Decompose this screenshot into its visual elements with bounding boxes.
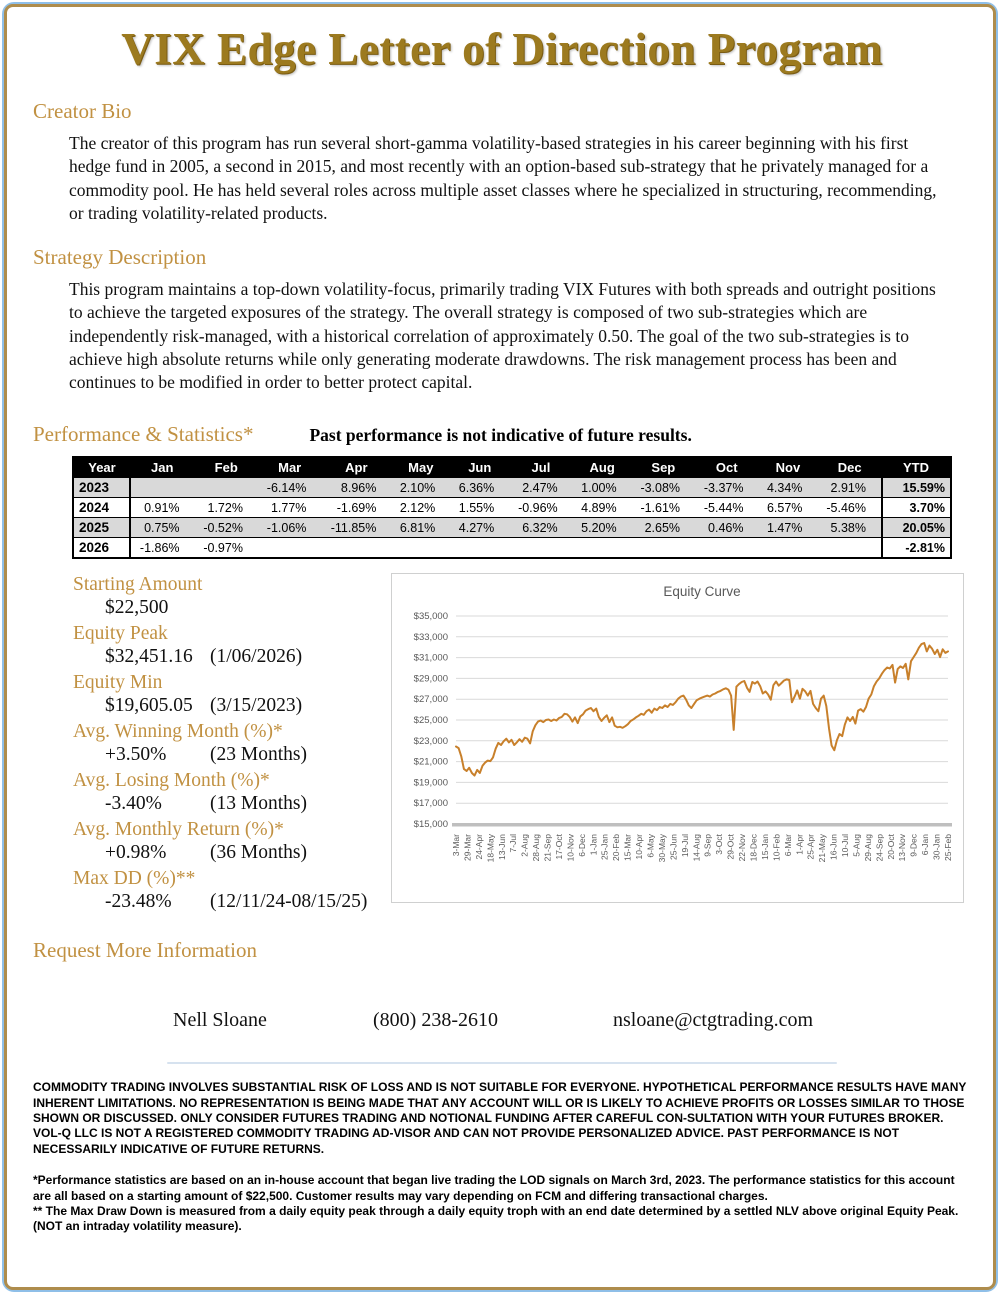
- month-cell: 4.34%: [758, 478, 817, 498]
- stat-value-number: -3.40%: [105, 793, 162, 815]
- month-cell: 2.47%: [509, 478, 572, 498]
- month-cell: 8.96%: [321, 478, 391, 498]
- svg-text:3-Mar: 3-Mar: [451, 834, 461, 857]
- page-content: [7, 7, 993, 1235]
- month-cell: -1.86%: [130, 538, 195, 559]
- svg-text:1-Jan: 1-Jan: [588, 834, 599, 856]
- svg-text:17-Oct: 17-Oct: [553, 834, 564, 860]
- stat-value-detail: (13 Months): [210, 793, 307, 815]
- contact-phone: (800) 238-2610: [373, 1009, 498, 1032]
- table-row: [73, 538, 951, 559]
- svg-text:28-Aug: 28-Aug: [531, 834, 542, 862]
- table-header-cell: YTD: [882, 457, 951, 478]
- month-cell: 6.81%: [391, 518, 450, 538]
- svg-text:25-Jan: 25-Jan: [599, 834, 610, 861]
- svg-text:13-Jun: 13-Jun: [496, 834, 507, 861]
- stat-item: [33, 622, 391, 668]
- stat-label: Starting Amount: [73, 574, 203, 596]
- svg-text:18-May: 18-May: [485, 834, 496, 863]
- svg-text:21-May: 21-May: [817, 834, 828, 863]
- month-cell: [391, 538, 450, 559]
- stat-label: Avg. Monthly Return (%)*: [73, 819, 284, 841]
- ytd-cell: -2.81%: [882, 538, 951, 559]
- svg-text:24-Apr: 24-Apr: [473, 834, 484, 860]
- stats-column: [33, 573, 391, 916]
- request-info-heading: Request More Information: [33, 938, 257, 963]
- inner-gold-border: [4, 4, 996, 1290]
- table-header-cell: Aug: [573, 457, 632, 478]
- month-cell: -1.06%: [258, 518, 321, 538]
- month-cell: 2.65%: [632, 518, 695, 538]
- section-divider: [167, 1062, 837, 1064]
- month-cell: 0.91%: [130, 498, 195, 518]
- svg-text:10-Jul: 10-Jul: [840, 834, 851, 858]
- month-cell: 2.91%: [817, 478, 882, 498]
- month-cell: 4.27%: [450, 518, 509, 538]
- svg-text:25-Feb: 25-Feb: [943, 834, 953, 862]
- legal-disclaimer: COMMODITY TRADING INVOLVES SUBSTANTIAL RISK OF LOSS AND IS NOT SUITABLE FOR EVERYONE. HYPOTHETICAL PERFORMANCE RESULTS HAVE MANY INHERENT LIMITATIONS. NO REPRESENTATION IS BEING MADE THAT ANY ACCOUNT WILL OR IS LIKELY TO ACHIEVE PROFITS OR LOSSES SIMILAR TO THOSE SHOWN OR DISCUSSED. ONLY CONSIDER FUTURES TRADING AND NOTIONAL FUNDING AFTER CAREFUL CON-SULTATION WITH YOUR FUTURES BROKER. VOL-Q LLC IS NOT A REGISTERED COMMODITY TRADING AD-VISOR AND CAN NOT PROVIDE PERSONALIZED ADVICE. PAST PERFORMANCE IS NOT NECESSARILY INDICATIVE OF FUTURE RETURNS.: [33, 1080, 967, 1156]
- stat-value-number: $19,605.05: [105, 695, 193, 717]
- equity-curve-svg: [392, 574, 963, 902]
- svg-text:$29,000: $29,000: [413, 673, 448, 685]
- stat-value-number: $32,451.16: [105, 646, 193, 668]
- svg-text:$15,000: $15,000: [413, 819, 448, 831]
- svg-text:14-Aug: 14-Aug: [691, 834, 702, 862]
- svg-text:10-Feb: 10-Feb: [771, 834, 782, 862]
- month-cell: [321, 538, 391, 559]
- svg-text:10-Nov: 10-Nov: [565, 834, 576, 862]
- month-cell: [695, 538, 758, 559]
- stat-value-detail: (1/06/2026): [210, 646, 303, 668]
- table-header-cell: Jan: [130, 457, 195, 478]
- stat-label: Avg. Winning Month (%)*: [73, 721, 283, 743]
- svg-text:6-Dec: 6-Dec: [576, 834, 587, 858]
- month-cell: 6.57%: [758, 498, 817, 518]
- equity-curve-chart: [391, 573, 964, 903]
- svg-text:24-Sep: 24-Sep: [874, 834, 885, 862]
- stat-value-detail: (36 Months): [210, 842, 307, 864]
- month-cell: -6.14%: [258, 478, 321, 498]
- svg-text:6-Jan: 6-Jan: [920, 834, 931, 856]
- table-row: [73, 478, 951, 498]
- svg-text:$35,000: $35,000: [413, 611, 448, 623]
- month-cell: -5.44%: [695, 498, 758, 518]
- table-header-cell: Nov: [758, 457, 817, 478]
- table-header-cell: Oct: [695, 457, 758, 478]
- month-cell: -1.61%: [632, 498, 695, 518]
- stat-item: [33, 573, 391, 619]
- stat-value-number: -23.48%: [105, 891, 172, 913]
- month-cell: 1.77%: [258, 498, 321, 518]
- year-cell: 2026: [73, 538, 130, 559]
- ytd-cell: 15.59%: [882, 478, 951, 498]
- svg-text:$21,000: $21,000: [413, 756, 448, 768]
- svg-text:15-Mar: 15-Mar: [622, 834, 633, 862]
- svg-text:19-Jul: 19-Jul: [679, 834, 690, 858]
- month-cell: 5.38%: [817, 518, 882, 538]
- table-header-cell: Feb: [195, 457, 258, 478]
- svg-text:20-Oct: 20-Oct: [885, 834, 896, 860]
- svg-text:6-May: 6-May: [645, 834, 656, 859]
- table-header-cell: Jun: [450, 457, 509, 478]
- month-cell: [632, 538, 695, 559]
- footnote: *Performance statistics are based on an in-house account that began live trading the LOD signals on March 3rd, 2023. The performance statistics for this account are all based on a starting amount of $22,500. Customer results may vary depending on FCM and differing transactional charges.: [33, 1173, 955, 1203]
- month-cell: 0.75%: [130, 518, 195, 538]
- year-cell: 2023: [73, 478, 130, 498]
- contact-name: Nell Sloane: [173, 1009, 267, 1032]
- month-cell: 2.12%: [391, 498, 450, 518]
- stat-label: Avg. Losing Month (%)*: [73, 770, 270, 792]
- month-cell: [258, 538, 321, 559]
- svg-text:$17,000: $17,000: [413, 798, 448, 810]
- ytd-cell: 3.70%: [882, 498, 951, 518]
- month-cell: [573, 538, 632, 559]
- performance-table: [72, 456, 952, 559]
- table-header-cell: Apr: [321, 457, 391, 478]
- svg-text:$33,000: $33,000: [413, 632, 448, 644]
- month-cell: 1.00%: [573, 478, 632, 498]
- stat-value-detail: (3/15/2023): [210, 695, 303, 717]
- month-cell: -11.85%: [321, 518, 391, 538]
- svg-text:$25,000: $25,000: [413, 715, 448, 727]
- svg-text:18-Dec: 18-Dec: [748, 834, 759, 862]
- footnote: ** The Max Draw Down is measured from a daily equity peak through a daily equity troph with an end date determined by a settled NLV above original Equity Peak. (NOT an intraday volatility measure).: [33, 1203, 959, 1234]
- month-cell: 5.20%: [573, 518, 632, 538]
- stat-value-number: +0.98%: [105, 842, 167, 864]
- svg-text:$23,000: $23,000: [413, 736, 448, 748]
- stat-label: Equity Peak: [73, 623, 168, 645]
- table-header-row: [73, 457, 951, 478]
- svg-text:21-Sep: 21-Sep: [542, 834, 553, 862]
- month-cell: -3.08%: [632, 478, 695, 498]
- stat-label: Max DD (%)**: [73, 868, 196, 890]
- month-cell: 1.72%: [195, 498, 258, 518]
- month-cell: 1.47%: [758, 518, 817, 538]
- month-cell: 4.89%: [573, 498, 632, 518]
- strategy-paragraph: This program maintains a top-down volatility-focus, primarily trading VIX Futures with both spreads and outright positions to achieve the targeted exposures of the strategy. The overall strategy is composed of two sub-strategies which are independently risk-managed, with a historical correlation of approximately 0.50. The goal of the two sub-strategies is to achieve high absolute returns while only generating moderate drawdowns. The risk management process has been and continues to be modified in order to better protect capital.: [69, 279, 936, 393]
- month-cell: 2.10%: [391, 478, 450, 498]
- month-cell: [195, 478, 258, 498]
- svg-text:6-Mar: 6-Mar: [782, 834, 793, 857]
- stat-value: [105, 596, 391, 619]
- svg-text:$27,000: $27,000: [413, 694, 448, 706]
- ytd-cell: 20.05%: [882, 518, 951, 538]
- stats-and-chart-row: [33, 573, 971, 916]
- svg-text:$19,000: $19,000: [413, 777, 448, 789]
- stat-value: [105, 645, 391, 668]
- month-cell: -0.96%: [509, 498, 572, 518]
- table-header-cell: Sep: [632, 457, 695, 478]
- svg-text:22-Nov: 22-Nov: [737, 834, 748, 862]
- month-cell: -3.37%: [695, 478, 758, 498]
- stat-value-number: $22,500: [105, 597, 169, 619]
- stat-label: Equity Min: [73, 672, 163, 694]
- svg-text:10-Apr: 10-Apr: [634, 834, 645, 860]
- month-cell: 0.46%: [695, 518, 758, 538]
- month-cell: -0.97%: [195, 538, 258, 559]
- svg-text:1-Apr: 1-Apr: [794, 834, 805, 856]
- table-header-cell: Mar: [258, 457, 321, 478]
- page-title: VIX Edge Letter of Direction Program: [121, 24, 883, 74]
- creator-bio-heading: Creator Bio: [33, 99, 132, 123]
- stat-value: [105, 743, 391, 766]
- footnotes: [33, 1173, 971, 1234]
- stat-value-detail: (23 Months): [210, 744, 307, 766]
- year-cell: 2025: [73, 518, 130, 538]
- svg-text:3-Oct: 3-Oct: [714, 834, 725, 856]
- table-header-cell: Year: [73, 457, 130, 478]
- stat-item: [33, 818, 391, 864]
- month-cell: [450, 538, 509, 559]
- svg-text:25-Apr: 25-Apr: [805, 834, 816, 860]
- table-header-cell: Dec: [817, 457, 882, 478]
- stat-item: [33, 867, 391, 913]
- table-header-cell: May: [391, 457, 450, 478]
- svg-text:15-Jan: 15-Jan: [759, 834, 770, 861]
- month-cell: [509, 538, 572, 559]
- month-cell: [130, 478, 195, 498]
- month-cell: 6.32%: [509, 518, 572, 538]
- year-cell: 2024: [73, 498, 130, 518]
- svg-text:$31,000: $31,000: [413, 652, 448, 664]
- svg-text:30-May: 30-May: [656, 834, 667, 863]
- table-row: [73, 518, 951, 538]
- stat-item: [33, 671, 391, 717]
- past-performance-note: Past performance is not indicative of future results.: [309, 425, 692, 446]
- month-cell: [817, 538, 882, 559]
- month-cell: 1.55%: [450, 498, 509, 518]
- contact-row: [173, 1009, 971, 1032]
- svg-text:13-Nov: 13-Nov: [897, 834, 908, 862]
- svg-text:Equity Curve: Equity Curve: [663, 584, 741, 600]
- svg-text:25-Jun: 25-Jun: [668, 834, 679, 861]
- stat-value: [105, 792, 391, 815]
- performance-heading: Performance & Statistics*: [33, 422, 254, 447]
- svg-text:9-Dec: 9-Dec: [908, 834, 919, 858]
- creator-bio-paragraph: The creator of this program has run several short-gamma volatility-based strategies in his career beginning with his first hedge fund in 2005, a second in 2015, and most recently with an option-based sub-strategy that he privately managed for a commodity pool. He has held several roles across multiple asset classes where he specialized in structuring, recommending, or trading volatility-related products.: [69, 133, 937, 223]
- stat-value-number: +3.50%: [105, 744, 167, 766]
- table-row: [73, 498, 951, 518]
- stat-value: [105, 841, 391, 864]
- svg-text:7-Jul: 7-Jul: [508, 834, 519, 853]
- stat-item: [33, 720, 391, 766]
- svg-text:2-Aug: 2-Aug: [519, 834, 530, 858]
- svg-text:20-Feb: 20-Feb: [611, 834, 622, 862]
- stat-value: [105, 694, 391, 717]
- svg-text:30-Jan: 30-Jan: [931, 834, 942, 861]
- month-cell: [758, 538, 817, 559]
- svg-text:9-Sep: 9-Sep: [702, 834, 713, 858]
- svg-text:29-Aug: 29-Aug: [862, 834, 873, 862]
- stat-value-detail: (12/11/24-08/15/25): [210, 891, 368, 913]
- strategy-heading: Strategy Description: [33, 245, 207, 270]
- performance-heading-row: [33, 422, 971, 447]
- month-cell: -5.46%: [817, 498, 882, 518]
- month-cell: -1.69%: [321, 498, 391, 518]
- month-cell: -0.52%: [195, 518, 258, 538]
- contact-email: nsloane@ctgtrading.com: [613, 1009, 814, 1032]
- month-cell: 6.36%: [450, 478, 509, 498]
- svg-text:16-Jun: 16-Jun: [828, 834, 839, 861]
- stat-value: [105, 890, 391, 913]
- svg-text:29-Oct: 29-Oct: [725, 834, 736, 860]
- table-header-cell: Jul: [509, 457, 572, 478]
- svg-text:5-Aug: 5-Aug: [851, 834, 862, 858]
- svg-text:29-Mar: 29-Mar: [462, 834, 473, 862]
- stat-item: [33, 769, 391, 815]
